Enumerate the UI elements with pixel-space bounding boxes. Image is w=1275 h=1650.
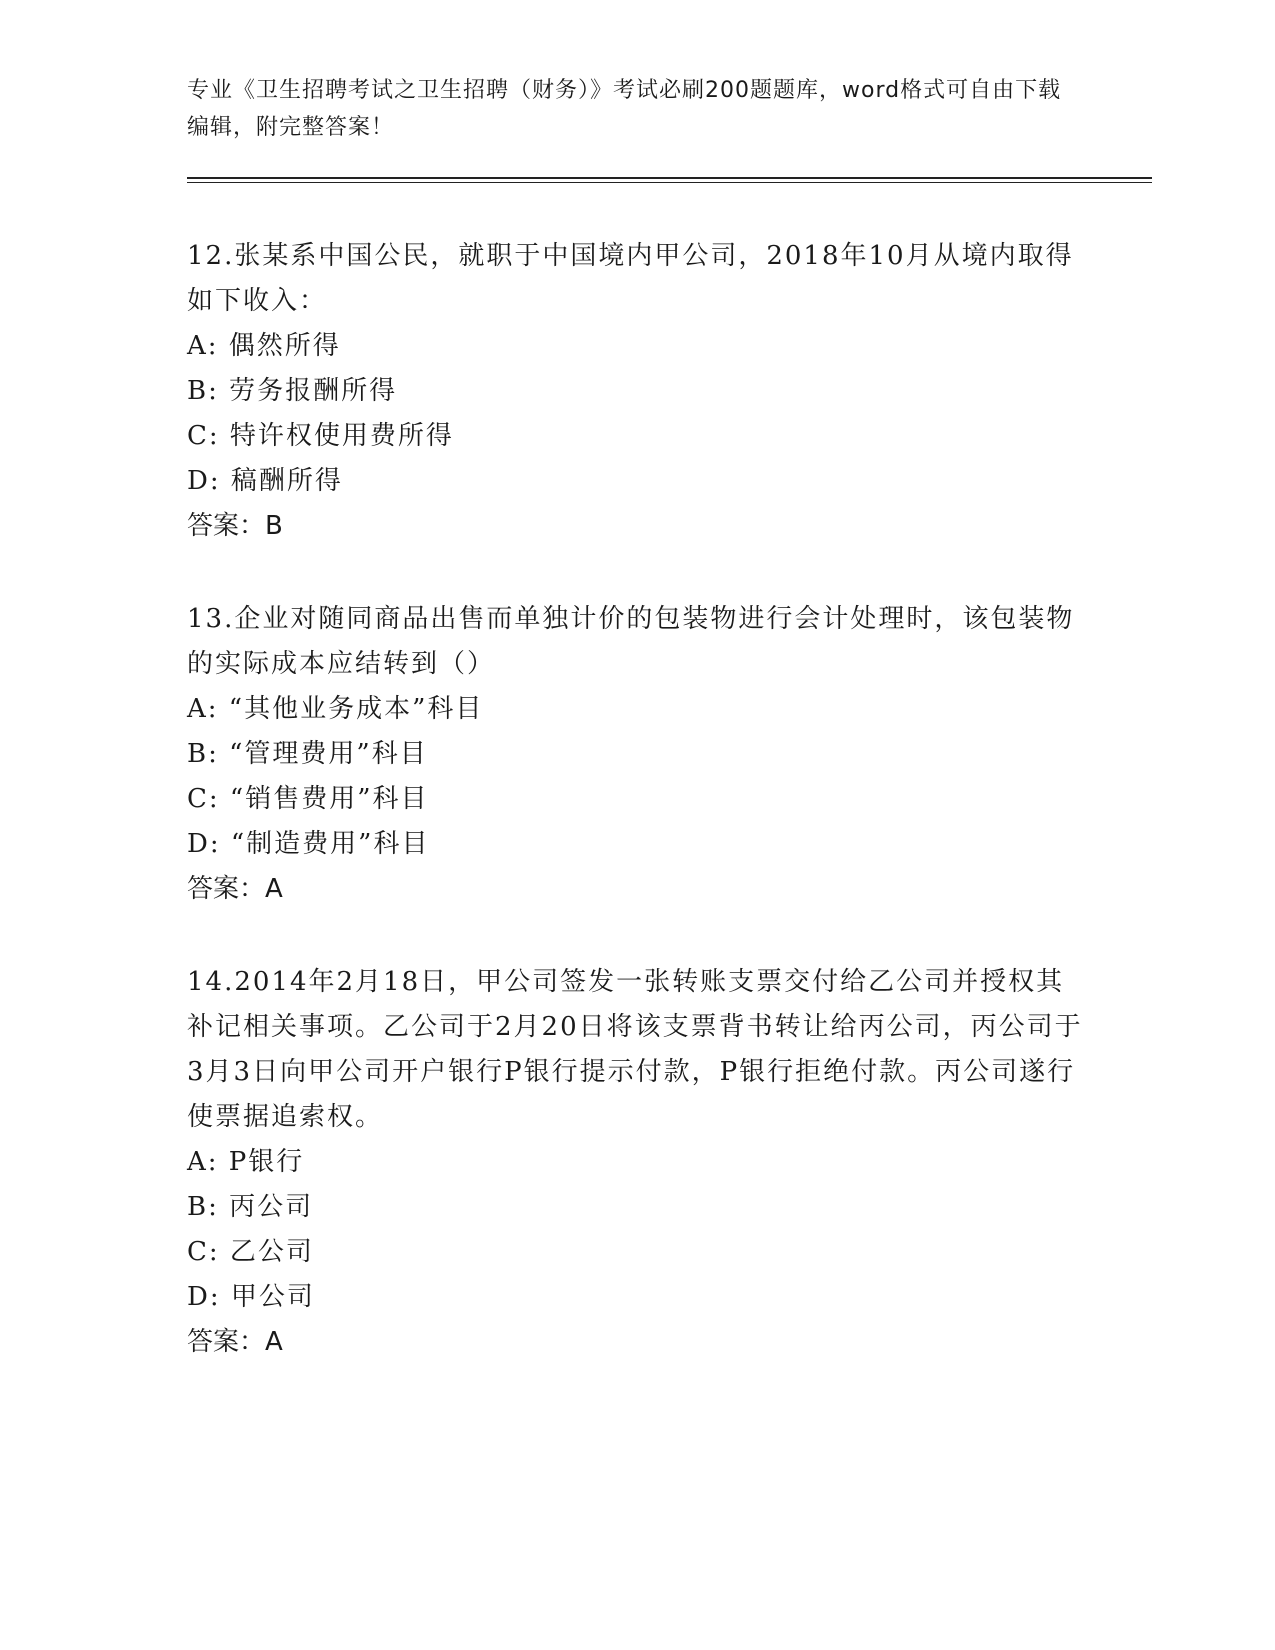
header-divider-thin bbox=[187, 182, 1152, 183]
answer-label: 答案：A bbox=[187, 874, 283, 904]
option-a: A: “其他业务成本”科目 bbox=[187, 694, 484, 724]
header-intro-text: 专业《卫生招聘考试之卫生招聘（财务）》考试必刷200题题库，word格式可自由下载编辑，附完整答案！ bbox=[187, 78, 1062, 140]
document-header bbox=[187, 72, 1067, 146]
option-a: A: 偶然所得 bbox=[187, 331, 341, 361]
question-14 bbox=[187, 960, 1087, 1365]
question-13 bbox=[187, 597, 1087, 912]
option-c: C: 乙公司 bbox=[187, 1237, 314, 1267]
option-b: B: “管理费用”科目 bbox=[187, 739, 428, 769]
option-d: D: 稿酬所得 bbox=[187, 466, 343, 496]
answer-label: 答案：B bbox=[187, 511, 283, 541]
option-b: B: 丙公司 bbox=[187, 1192, 314, 1222]
option-b: B: 劳务报酬所得 bbox=[187, 376, 398, 406]
question-text: 13.企业对随同商品出售而单独计价的包装物进行会计处理时，该包装物的实际成本应结转到（） bbox=[187, 604, 1075, 679]
answer-label: 答案：A bbox=[187, 1327, 283, 1357]
option-d: D: 甲公司 bbox=[187, 1282, 315, 1312]
header-divider-thick bbox=[187, 177, 1152, 179]
option-c: C: 特许权使用费所得 bbox=[187, 421, 454, 451]
option-c: C: “销售费用”科目 bbox=[187, 784, 429, 814]
option-a: A: P银行 bbox=[187, 1147, 305, 1177]
option-d: D: “制造费用”科目 bbox=[187, 829, 430, 859]
question-12 bbox=[187, 234, 1087, 549]
question-text: 14.2014年2月18日，甲公司签发一张转账支票交付给乙公司并授权其补记相关事项。乙公司于2月20日将该支票背书转让给丙公司，丙公司于3月3日向甲公司开户银行P银行提示付款，P银行拒绝付款。丙公司遂行使票据追索权。 bbox=[187, 967, 1083, 1132]
question-text: 12.张某系中国公民，就职于中国境内甲公司，2018年10月从境内取得如下收入： bbox=[187, 241, 1074, 316]
